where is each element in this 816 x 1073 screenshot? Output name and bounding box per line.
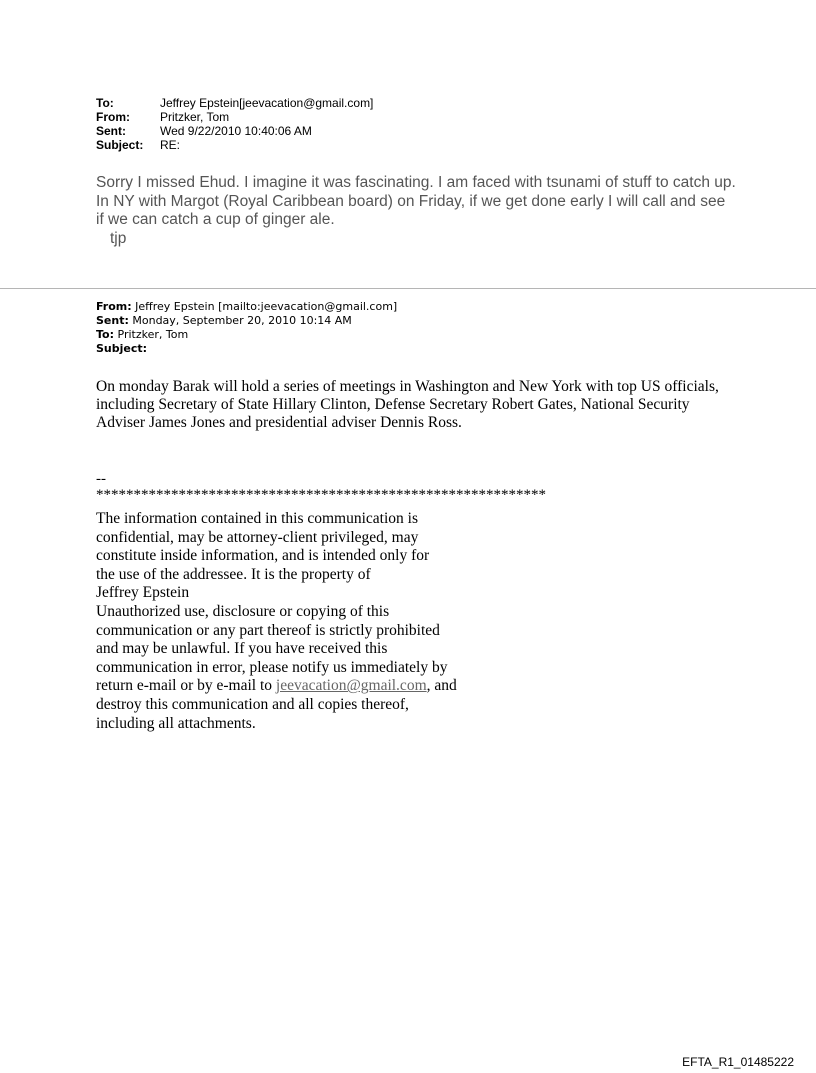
disclaimer-line-prefix: return e-mail or by e-mail to: [96, 677, 276, 695]
disclaimer-line: Unauthorized use, disclosure or copying of this: [96, 602, 390, 620]
disclaimer-line: Jeffrey Epstein: [96, 584, 190, 602]
reply-signature: tjp: [110, 229, 127, 247]
disclaimer-line: confidential, may be attorney-client privileged, may: [96, 528, 419, 546]
disclaimer-line: the use of the addressee. It is the property of: [96, 565, 371, 583]
reply-from-row: [96, 110, 373, 124]
disclaimer-line: including all attachments.: [96, 714, 256, 732]
original-sent-row: [96, 314, 397, 328]
confidentiality-disclaimer: [96, 510, 516, 733]
to-label: To:: [96, 96, 114, 110]
signature-dashes: --: [96, 471, 106, 487]
disclaimer-line: communication in error, please notify us immediately by: [96, 658, 448, 676]
message-divider: [0, 288, 816, 289]
reply-to-row: [96, 96, 373, 110]
reply-sent-row: [96, 124, 373, 138]
original-text: On monday Barak will hold a series of meetings in Washington and New York with top US officials, including Secretary of State Hillary Clinton, Defense Secretary Robert Gates, National Security Adviser James Jones and presidential adviser Dennis Ross.: [96, 378, 719, 431]
disclaimer-line: communication or any part thereof is strictly prohibited: [96, 621, 440, 639]
disclaimer-line: destroy this communication and all copies thereof,: [96, 695, 409, 713]
disclaimer-line-suffix: , and: [426, 677, 457, 695]
original-to-value: Pritzker, Tom: [117, 328, 189, 341]
original-subject-row: [96, 342, 397, 356]
from-value: Pritzker, Tom: [160, 110, 230, 124]
original-sent-label: Sent:: [96, 314, 129, 327]
sent-label: Sent:: [96, 124, 126, 138]
disclaimer-line: [96, 677, 516, 696]
subject-value: RE:: [160, 138, 181, 152]
subject-label: Subject:: [96, 138, 144, 152]
disclaimer-line: constitute inside information, and is intended only for: [96, 547, 430, 565]
reply-body: [96, 174, 736, 248]
original-sent-value: Monday, September 20, 2010 10:14 AM: [132, 314, 352, 327]
disclaimer-line: and may be unlawful. If you have received this: [96, 640, 388, 658]
sent-value: Wed 9/22/2010 10:40:06 AM: [160, 124, 312, 138]
disclaimer-line: The information contained in this communication is: [96, 510, 418, 527]
original-from-row: [96, 300, 397, 314]
original-subject-label: Subject:: [96, 342, 148, 355]
star-separator: ************************************************************: [96, 487, 546, 503]
from-label: From:: [96, 110, 130, 124]
original-to-row: [96, 328, 397, 342]
email-link[interactable]: jeevacation@gmail.com: [275, 677, 427, 695]
reply-text: Sorry I missed Ehud. I imagine it was fascinating. I am faced with tsunami of stuff to catch up. In NY with Margot (Royal Caribbean board) on Friday, if we get done early I will call and see if we can catch a cup of ginger ale.: [96, 174, 736, 228]
original-body: [96, 378, 736, 432]
reply-header: [96, 96, 373, 152]
reply-subject-row: [96, 138, 373, 152]
document-id: EFTA_R1_01485222: [682, 1055, 794, 1069]
original-to-label: To:: [96, 328, 114, 341]
original-header: [96, 300, 397, 356]
original-from-value: Jeffrey Epstein [mailto:jeevacation@gmail.com]: [135, 300, 398, 313]
original-from-label: From:: [96, 300, 132, 313]
to-value: Jeffrey Epstein[jeevacation@gmail.com]: [160, 96, 374, 110]
